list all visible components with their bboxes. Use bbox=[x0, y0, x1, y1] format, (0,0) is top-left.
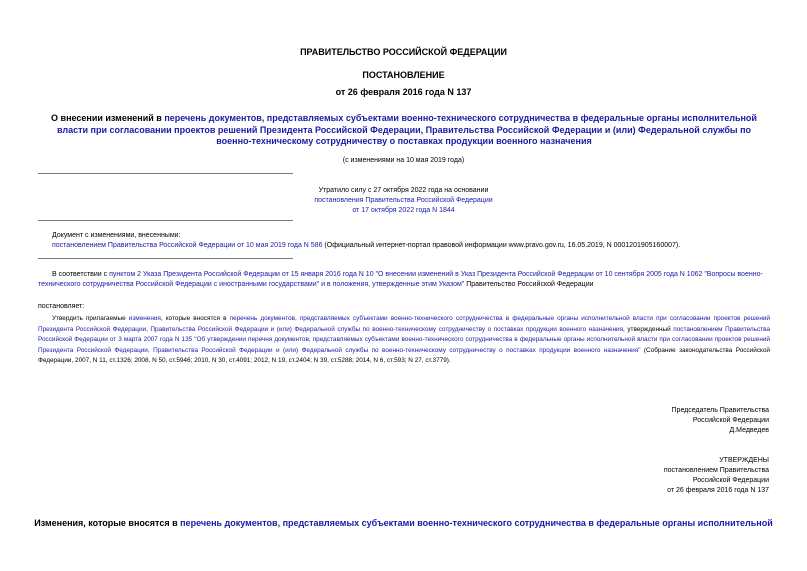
approved-line2: постановлением Правительства bbox=[663, 467, 769, 474]
body-link-resolution-title[interactable]: "Об утверждении перечня документов, представляемых субъектами военно-технического сотрудничества в федеральные органы исполнительной власти при согласовании проектов решений Президента Российской Федерации, Правительства Российской Федерации и (или) Федеральной службы по военно-техническому сотрудничеству о поставках продукции военного назначения" bbox=[38, 336, 770, 354]
approved-line1: УТВЕРЖДЕНЫ bbox=[719, 457, 769, 464]
body-link-changes[interactable]: изменения bbox=[128, 315, 161, 322]
changes-label: Документ с изменениями, внесенными: bbox=[52, 232, 181, 239]
approved-line3: Российской Федерации bbox=[692, 477, 769, 484]
changes-title: Изменения, которые вносятся в перечень документов, представляемых субъектами военно-технического сотрудничества в федеральные органы исполнительной bbox=[34, 518, 773, 528]
invalidated-link-line2[interactable]: постановления Правительства Российской Федерации bbox=[314, 197, 493, 204]
divider bbox=[38, 220, 293, 221]
divider bbox=[38, 258, 293, 259]
changes-title-link[interactable]: перечень документов, представляемых субъектами военно-технического сотрудничества в федеральные органы исполнительной bbox=[180, 518, 773, 528]
document-title bbox=[40, 113, 768, 148]
body-paragraph: Утвердить прилагаемые изменения, которые вносятся в перечень документов, представляемых субъектами военно-технического сотрудничества в федеральные органы исполнительной власти при согласовании проектов решений Президента Российской Федерации, Правительства Российской Федерации и (или) Федеральной службы по военно-техническому сотрудничеству о поставках продукции военного назначения, утвержденный постановлением Правительства Российской Федерации от 3 марта 2007 года N 135 "Об утверждении перечня документов, представляемых субъектами военно-технического сотрудничества в федеральные органы исполнительной власти при согласовании проектов решений Президента Российской Федерации, Правительства Российской Федерации и (или) Федеральной службы по военно-техническому сотрудничеству о поставках продукции военного назначения" (Собрание законодательства Российской Федерации, 2007, N 11, ст.1326; 2008, N 50, ст.5946; 2010, N 30, ст.4091; 2012, N 19, ст.2404; N 39, ст.5288; 2014, N 6, ст.593; N 27, ст.3779). bbox=[38, 315, 771, 364]
preamble-paragraph: В соответствии с пунктом 2 Указа Президента Российской Федерации от 15 января 2016 года N 10 "О внесении изменений в Указ Президента Российской Федерации от 10 сентября 2005 года N 1062 "Вопросы военно-технического сотрудничества Российской Федерации с иностранными государствами" и в положения, утвержденные этим Указом" Правительство Российской Федерации bbox=[38, 271, 763, 288]
changes-text: постановлением Правительства Российской Федерации от 10 мая 2019 года N 586 (Официальный интернет-портал правовой информации www.pravo.gov.ru, 16.05.2019, N 0001201905160007). bbox=[52, 242, 681, 249]
org-name: ПРАВИТЕЛЬСТВО РОССИЙСКОЙ ФЕДЕРАЦИИ bbox=[300, 47, 507, 57]
invalidated-link-line3[interactable]: от 17 октября 2022 года N 1844 bbox=[352, 207, 455, 214]
decides-label: постановляет: bbox=[38, 303, 85, 310]
body-link-list[interactable]: перечень документов, представляемых субъектами военно-технического сотрудничества в федеральные органы исполнительной власти при согласовании проектов решений Президента Российской Федерации, Правительства Российской Федерации и (или) Федеральной службы по военно-техническому сотрудничеству о поставках продукции военного назначения bbox=[38, 315, 771, 333]
preamble-link-decree[interactable]: пунктом 2 Указа Президента Российской Федерации от 15 января 2016 года N 10 bbox=[109, 271, 374, 278]
doc-type: ПОСТАНОВЛЕНИЕ bbox=[362, 70, 445, 80]
divider bbox=[38, 173, 293, 174]
preamble-link-decree-title[interactable]: "О внесении изменений в Указ Президента Российской Федерации от 10 сентября 2005 года N 1062 "Вопросы военно-технического сотрудничества Российской Федерации с иностранными государствами" и в положения, утвержденные этим Указом" bbox=[38, 271, 763, 288]
changes-link[interactable]: постановлением Правительства Российской Федерации от 10 мая 2019 года N 586 bbox=[52, 242, 323, 249]
body-link-resolution[interactable]: постановлением Правительства Российской Федерации от 3 марта 2007 года N 135 bbox=[38, 325, 770, 343]
approved-line4: от 26 февраля 2016 года N 137 bbox=[667, 487, 769, 494]
amended-note: (с изменениями на 10 мая 2019 года) bbox=[342, 157, 465, 164]
signature-line3: Д.Медведев bbox=[729, 427, 769, 434]
signature-block bbox=[672, 406, 769, 436]
invalidated-line1: Утратило силу с 27 октября 2022 года на основании bbox=[318, 187, 489, 194]
title-prefix: О внесении изменений в bbox=[51, 113, 165, 123]
approved-block bbox=[664, 456, 769, 496]
signature-line1: Председатель Правительства bbox=[671, 407, 769, 414]
signature-line2: Российской Федерации bbox=[692, 417, 769, 424]
title-link[interactable]: перечень документов, представляемых субъектами военно-технического сотрудничества в федеральные органы исполнительной власти при согласовании проектов решений Президента Российской Федерации, Правительства Российской Федерации и (или) Федеральной службы по военно-техническому сотрудничеству о поставках продукции военного назначения bbox=[56, 113, 757, 146]
doc-date-number: от 26 февраля 2016 года N 137 bbox=[335, 87, 472, 97]
